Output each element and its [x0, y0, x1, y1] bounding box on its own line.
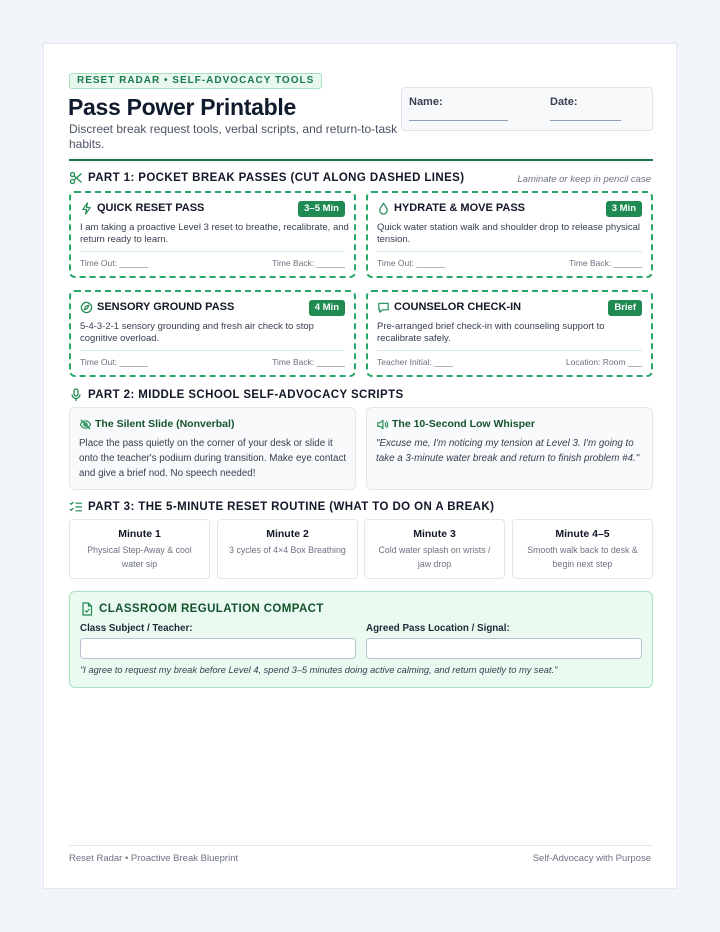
script-title: The Silent Slide (Nonverbal): [95, 418, 235, 430]
pass-time-back: Time Back: ______: [272, 258, 345, 268]
scissors-icon: [69, 171, 83, 185]
speaker-icon: [376, 418, 389, 431]
pass-duration-badge: 3–5 Min: [298, 201, 345, 217]
pass-time-out: Time Out: ______: [80, 258, 148, 268]
pass-description: Quick water station walk and shoulder drop to release physical tension.: [377, 222, 640, 245]
pass-duration-badge: Brief: [608, 300, 642, 316]
droplet-icon: [377, 202, 390, 215]
pass-title: COUNSELOR CHECK-IN: [394, 301, 522, 313]
header-rule: [69, 159, 653, 161]
name-label: Name:: [409, 96, 443, 108]
pass-location: Location: Room ___: [565, 357, 642, 367]
routine-step-desc: Physical Step-Away & cool water sip: [87, 545, 192, 569]
pass-divider: [80, 251, 345, 252]
printable-page: [43, 43, 677, 889]
date-label: Date:: [550, 96, 578, 108]
regulation-compact: [69, 591, 653, 688]
footer-left: Reset Radar • Proactive Break Blueprint: [69, 853, 239, 864]
routine-step-desc: 3 cycles of 4×4 Box Breathing: [229, 545, 346, 555]
part3-title: PART 3: THE 5-MINUTE RESET ROUTINE (WHAT TO DO ON A BREAK): [88, 501, 495, 513]
pass-title: SENSORY GROUND PASS: [97, 301, 235, 313]
pass-time-out: Time Out: ______: [80, 357, 148, 367]
name-line[interactable]: [409, 120, 508, 121]
page-title: Pass Power Printable: [68, 94, 296, 120]
routine-step-title: Minute 3: [413, 528, 456, 540]
document-check-icon: [80, 602, 94, 616]
compact-title: CLASSROOM REGULATION COMPACT: [99, 603, 324, 615]
part1-title: PART 1: POCKET BREAK PASSES (CUT ALONG DASHED LINES): [88, 172, 465, 184]
routine-step-title: Minute 1: [118, 528, 161, 540]
header-tag: RESET RADAR • SELF-ADVOCACY TOOLS: [69, 73, 322, 89]
pass-card-sensory: [69, 290, 356, 377]
pass-card-hydrate: [366, 191, 653, 278]
part1-note: Laminate or keep in pencil case: [517, 174, 651, 185]
pass-description: Pre-arranged brief check-in with counseling support to recalibrate safely.: [377, 321, 605, 344]
lightning-icon: [80, 202, 93, 215]
script-card-low-whisper: [366, 407, 653, 490]
page-subtitle: Discreet break request tools, verbal scripts, and return-to-task habits.: [69, 122, 398, 151]
pass-time-out: Time Out: ______: [377, 258, 445, 268]
routine-step-desc: Cold water splash on wrists / jaw drop: [378, 545, 491, 569]
footer-divider: [69, 845, 653, 846]
checklist-icon: [69, 500, 83, 514]
pass-card-counselor: [366, 290, 653, 377]
chat-bubble-icon: [377, 301, 390, 314]
pass-location-label: Agreed Pass Location / Signal:: [366, 623, 510, 634]
script-title: The 10-Second Low Whisper: [392, 418, 535, 430]
routine-step: [69, 519, 210, 579]
footer-right: Self-Advocacy with Purpose: [532, 853, 651, 864]
pass-divider: [377, 350, 642, 351]
pass-card-quick-reset: [69, 191, 356, 278]
pass-divider: [80, 350, 345, 351]
pass-time-back: Time Back: ______: [569, 258, 642, 268]
pass-divider: [377, 251, 642, 252]
pass-title: QUICK RESET PASS: [97, 202, 205, 214]
script-card-silent-slide: [69, 407, 356, 490]
script-text: Place the pass quietly on the corner of your desk or slide it onto the teacher's podium during transition. Make eye contact and give a brief nod. No speech needed!: [79, 438, 347, 479]
date-line[interactable]: [550, 120, 621, 121]
pass-location-field[interactable]: [366, 638, 642, 659]
class-subject-field[interactable]: [80, 638, 356, 659]
routine-step: [364, 519, 505, 579]
pass-title: HYDRATE & MOVE PASS: [394, 202, 525, 214]
pass-duration-badge: 4 Min: [309, 300, 345, 316]
pass-description: 5-4-3-2-1 sensory grounding and fresh air check to stop cognitive overload.: [80, 321, 314, 344]
pass-duration-badge: 3 Min: [606, 201, 642, 217]
routine-step-title: Minute 4–5: [555, 528, 610, 540]
microphone-icon: [69, 388, 83, 402]
pass-time-back: Time Back: ______: [272, 357, 345, 367]
eye-off-icon: [79, 418, 92, 431]
script-text: "Excuse me, I'm noticing my tension at Level 3. I'm going to take a 3-minute water break and return to finish problem #4.": [376, 438, 640, 464]
compass-icon: [80, 301, 93, 314]
routine-step: [217, 519, 358, 579]
routine-step-desc: Smooth walk back to desk & begin next step: [527, 545, 638, 569]
routine-step: [512, 519, 653, 579]
class-subject-label: Class Subject / Teacher:: [80, 623, 193, 634]
pass-description: I am taking a proactive Level 3 reset to breathe, recalibrate, and return ready to learn.: [80, 222, 349, 245]
pass-teacher-initial: Teacher Initial: ____: [377, 357, 454, 367]
routine-step-title: Minute 2: [266, 528, 309, 540]
compact-agreement-quote: "I agree to request my break before Level 4, spend 3–5 minutes doing active calming, and return quietly to my seat.": [80, 665, 558, 675]
part2-title: PART 2: MIDDLE SCHOOL SELF-ADVOCACY SCRIPTS: [88, 389, 404, 401]
name-date-box: [401, 87, 653, 131]
